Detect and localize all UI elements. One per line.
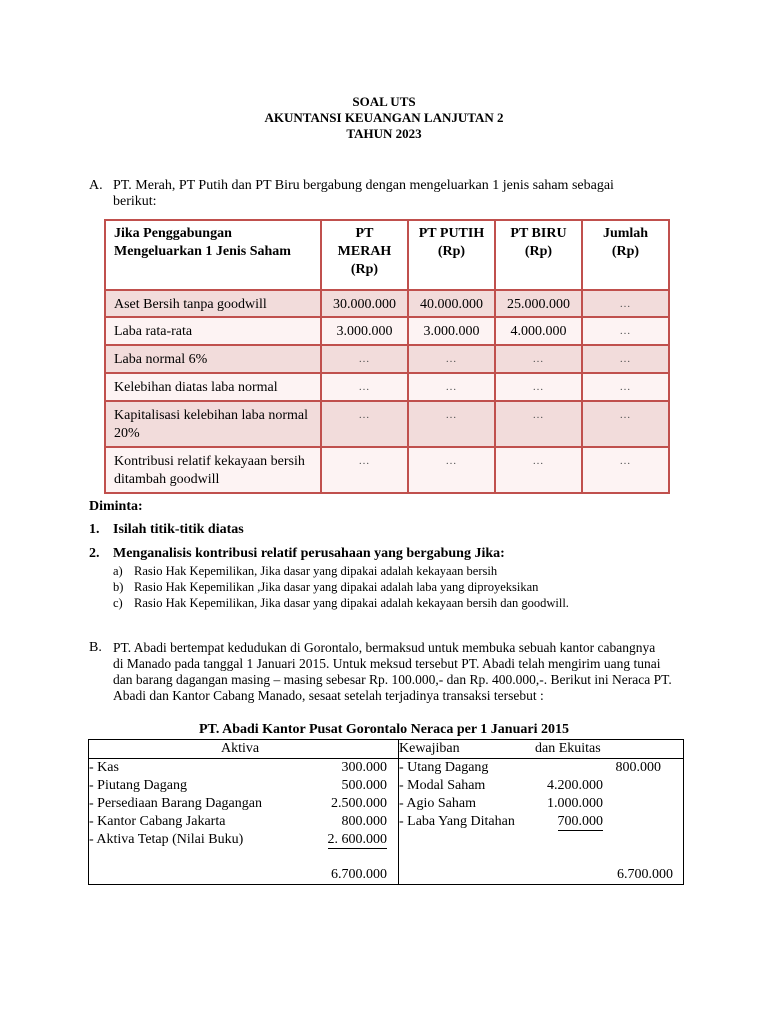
subtask-marker: b) xyxy=(113,580,124,594)
row-label: Kapitalisasi kelebihan laba normal 20% xyxy=(105,401,321,447)
table-row xyxy=(105,290,669,317)
row-label: Laba rata-rata xyxy=(105,317,321,345)
cell-putih: … xyxy=(408,345,495,373)
section-b-para-line: dan barang dagangan masing – masing sebesar Rp. 100.000,- dan Rp. 400.000,-. Berikut ini Neraca PT. xyxy=(113,672,672,687)
cell-putih: … xyxy=(408,373,495,401)
pasiva-header-left: Kewajiban xyxy=(399,741,460,756)
task-1-text: Isilah titik-titik diatas xyxy=(113,522,244,537)
cell-biru: … xyxy=(495,373,582,401)
pasiva-item-value: 700.000 xyxy=(557,814,603,829)
aktiva-item-label: - Kantor Cabang Jakarta xyxy=(89,814,226,829)
cell-putih: 3.000.000 xyxy=(408,317,495,345)
section-b-marker: B. xyxy=(89,640,102,655)
header-cell-jumlah: Jumlah (Rp) xyxy=(582,220,669,290)
table-header-row xyxy=(105,220,669,290)
cell-jumlah: … xyxy=(582,317,669,345)
cell-merah: 30.000.000 xyxy=(321,290,408,317)
merger-table xyxy=(104,219,670,494)
balance-sheet-title: PT. Abadi Kantor Pusat Gorontalo Neraca per 1 Januari 2015 xyxy=(199,722,569,737)
diminta-heading: Diminta: xyxy=(89,499,143,514)
header-cell-biru: PT BIRU (Rp) xyxy=(495,220,582,290)
subtask-marker: c) xyxy=(113,596,123,610)
subtask-text: Rasio Hak Kepemilikan, Jika dasar yang dipakai adalah kekayaan bersih dan goodwill. xyxy=(134,596,569,610)
cell-biru: 25.000.000 xyxy=(495,290,582,317)
aktiva-item-value: 800.000 xyxy=(341,814,387,829)
aktiva-item-value: 2. 600.000 xyxy=(327,832,387,847)
cell-biru: … xyxy=(495,345,582,373)
cell-biru: … xyxy=(495,447,582,493)
pasiva-item-value: 800.000 xyxy=(615,760,661,775)
aktiva-item-label: - Kas xyxy=(89,760,119,775)
table-row xyxy=(105,373,669,401)
row-label: Aset Bersih tanpa goodwill xyxy=(105,290,321,317)
aktiva-item-label: - Aktiva Tetap (Nilai Buku) xyxy=(89,832,244,847)
section-b-para-line: di Manado pada tanggal 1 Januari 2015. Untuk meksud tersebut PT. Abadi telah mengirim uang tunai xyxy=(113,656,661,671)
cell-merah: … xyxy=(321,373,408,401)
cell-jumlah: … xyxy=(582,401,669,447)
section-b-para-line: PT. Abadi bertempat kedudukan di Gorontalo, bermaksud untuk membuka sebuah kantor cabangnya xyxy=(113,640,656,655)
header-title-2: AKUNTANSI KEUANGAN LANJUTAN 2 xyxy=(264,110,504,125)
aktiva-total: 6.700.000 xyxy=(331,867,387,882)
section-a-intro-line2: berikut: xyxy=(113,194,157,209)
table-row xyxy=(105,317,669,345)
table-row xyxy=(105,345,669,373)
header-divider xyxy=(89,758,683,759)
aktiva-item-value: 500.000 xyxy=(341,778,387,793)
cell-merah: 3.000.000 xyxy=(321,317,408,345)
cell-merah: … xyxy=(321,447,408,493)
pasiva-total: 6.700.000 xyxy=(617,867,673,882)
cell-jumlah: … xyxy=(582,345,669,373)
header-cell-label: Jika Penggabungan Mengeluarkan 1 Jenis Saham xyxy=(105,220,321,290)
aktiva-item-label: - Piutang Dagang xyxy=(89,778,187,793)
aktiva-item-value: 300.000 xyxy=(341,760,387,775)
section-a-marker: A. xyxy=(89,178,103,193)
cell-jumlah: … xyxy=(582,373,669,401)
task-1-number: 1. xyxy=(89,522,100,537)
cell-putih: 40.000.000 xyxy=(408,290,495,317)
header-title-3: TAHUN 2023 xyxy=(346,126,422,141)
section-b-para-line: Abadi dan Kantor Cabang Manado, sesaat setelah terjadinya transaksi tersebut : xyxy=(113,688,544,703)
cell-putih: … xyxy=(408,447,495,493)
balance-sheet xyxy=(88,739,684,885)
subtask-marker: a) xyxy=(113,564,123,578)
pasiva-item-value: 1.000.000 xyxy=(547,796,603,811)
pasiva-item-label: - Agio Saham xyxy=(399,796,476,811)
section-a-intro-line1: PT. Merah, PT Putih dan PT Biru bergabung dengan mengeluarkan 1 jenis saham sebagai xyxy=(113,178,614,193)
cell-jumlah: … xyxy=(582,447,669,493)
row-label: Kelebihan diatas laba normal xyxy=(105,373,321,401)
pasiva-header-right: dan Ekuitas xyxy=(535,741,601,756)
pasiva-item-label: - Laba Yang Ditahan xyxy=(399,814,515,829)
pasiva-item-label: - Modal Saham xyxy=(399,778,486,793)
table-row xyxy=(105,401,669,447)
cell-merah: … xyxy=(321,345,408,373)
aktiva-header: Aktiva xyxy=(221,741,260,756)
row-label: Kontribusi relatif kekayaan bersih ditambah goodwill xyxy=(105,447,321,493)
cell-merah: … xyxy=(321,401,408,447)
cell-biru: … xyxy=(495,401,582,447)
subtask-text: Rasio Hak Kepemilikan, Jika dasar yang dipakai adalah kekayaan bersih xyxy=(134,564,498,578)
aktiva-item-label: - Persediaan Barang Dagangan xyxy=(89,796,262,811)
header-title-1: SOAL UTS xyxy=(352,94,416,109)
pasiva-item-value: 4.200.000 xyxy=(547,778,603,793)
header-cell-putih: PT PUTIH (Rp) xyxy=(408,220,495,290)
subtask-text: Rasio Hak Kepemilikan ,Jika dasar yang dipakai adalah laba yang diproyeksikan xyxy=(134,580,539,594)
task-2-text: Menganalisis kontribusi relatif perusahaan yang bergabung Jika: xyxy=(113,546,505,561)
task-2-number: 2. xyxy=(89,546,100,561)
aktiva-item-value: 2.500.000 xyxy=(331,796,387,811)
header-cell-merah: PT MERAH (Rp) xyxy=(321,220,408,290)
row-label: Laba normal 6% xyxy=(105,345,321,373)
cell-biru: 4.000.000 xyxy=(495,317,582,345)
cell-putih: … xyxy=(408,401,495,447)
pasiva-item-label: - Utang Dagang xyxy=(399,760,489,775)
cell-jumlah: … xyxy=(582,290,669,317)
table-row xyxy=(105,447,669,493)
